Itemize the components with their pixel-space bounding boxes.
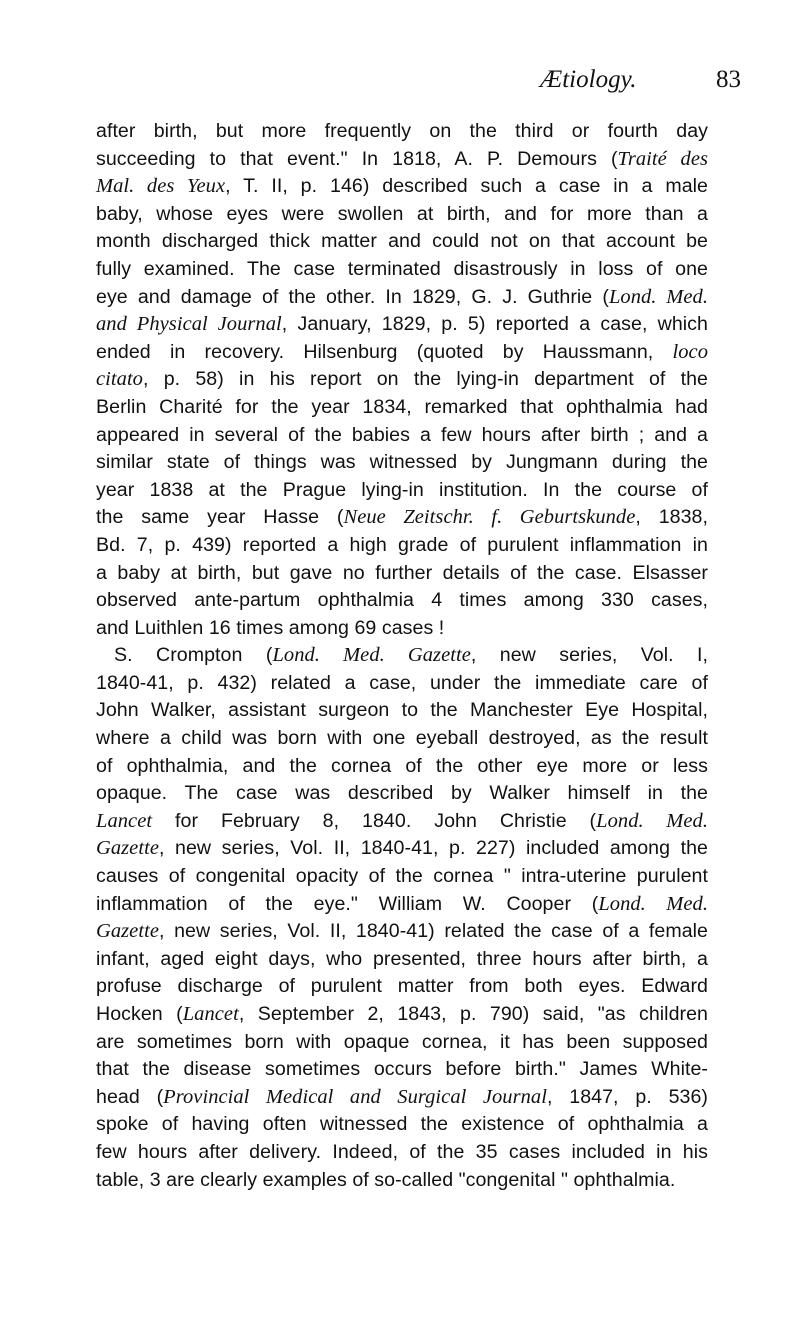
italic-citation: Traité des xyxy=(617,147,708,170)
text-line xyxy=(96,1001,708,1029)
text-line xyxy=(96,146,708,174)
text-run: fully examined. The case terminated disastrously in loss of one xyxy=(96,257,708,280)
text-line xyxy=(96,670,708,698)
text-line xyxy=(96,228,708,256)
italic-citation: Lancet xyxy=(182,1003,239,1025)
text-run: , September 2, 1843, p. 790) said, "as children xyxy=(238,1003,708,1025)
text-run: for February 8, 1840. John Christie ( xyxy=(152,809,597,832)
text-line xyxy=(96,697,708,725)
paragraph xyxy=(96,642,708,1194)
text-line xyxy=(96,753,708,781)
text-run: head ( xyxy=(96,1085,164,1108)
text-line xyxy=(96,615,708,643)
text-run: month discharged thick matter and could not on that account be xyxy=(96,230,708,253)
text-line xyxy=(96,504,708,532)
italic-citation: Lond. Med. Gazette xyxy=(272,644,471,667)
italic-citation: Gazette xyxy=(96,837,159,860)
text-line xyxy=(96,339,708,367)
text-run: a baby at birth, but gave no further details of the case. Elsasser xyxy=(96,561,708,584)
text-run: , new series, Vol. II, 1840-41) related the case of a female xyxy=(158,920,708,943)
text-line xyxy=(96,1029,708,1057)
text-run: John Walker, assistant surgeon to the Manchester Eye Hospital, xyxy=(96,699,708,722)
text-run: after birth, but more frequently on the third or fourth day xyxy=(96,120,708,142)
text-run: , T. II, p. 146) described such a case in a male xyxy=(225,175,709,198)
text-run: spoke of having often witnessed the existence of ophthalmia a xyxy=(96,1113,708,1136)
text-line xyxy=(96,725,708,753)
text-line xyxy=(96,366,708,394)
text-run: few hours after delivery. Indeed, of the 35 cases included in his xyxy=(96,1140,708,1163)
text-run: inflammation of the eye." William W. Cooper ( xyxy=(96,892,599,915)
text-run: eye and damage of the other. In 1829, G. J. Guthrie ( xyxy=(96,285,609,308)
text-line xyxy=(96,1111,708,1139)
text-line xyxy=(96,118,708,146)
page-header xyxy=(0,62,800,102)
running-title: Ætiology. xyxy=(540,66,637,93)
text-line xyxy=(96,201,708,229)
text-line xyxy=(96,1056,708,1084)
text-line xyxy=(96,449,708,477)
text-run: S. Crompton ( xyxy=(114,644,273,667)
italic-citation: Lond. Med. xyxy=(608,285,708,308)
text-run: profuse discharge of purulent matter from both eyes. Edward xyxy=(96,975,708,998)
text-run: of ophthalmia, and the cornea of the other eye more or less xyxy=(96,754,708,777)
text-run: , p. 58) in his report on the lying-in department of the xyxy=(143,368,708,391)
text-run: are sometimes born with opaque cornea, it has been supposed xyxy=(96,1030,708,1053)
text-run: Berlin Charité for the year 1834, remarked that ophthalmia had xyxy=(96,395,708,418)
text-line xyxy=(96,532,708,560)
text-line xyxy=(96,780,708,808)
text-run: year 1838 at the Prague lying-in institution. In the course of xyxy=(96,478,708,501)
paragraph xyxy=(96,118,708,642)
text-run: causes of congenital opacity of the cornea " intra-uterine purulent xyxy=(96,865,708,888)
text-line xyxy=(96,477,708,505)
italic-citation: Provincial Medical and Surgical Journal xyxy=(163,1085,547,1108)
text-line xyxy=(96,946,708,974)
text-run: opaque. The case was described by Walker himself in the xyxy=(96,782,708,805)
body-text xyxy=(96,118,708,1194)
italic-citation: Neue Zeitschr. f. Geburtskunde xyxy=(343,506,636,529)
text-line xyxy=(96,394,708,422)
text-run: infant, aged eight days, who presented, three hours after birth, a xyxy=(96,947,708,970)
text-run: succeeding to that event." In 1818, A. P. Demours ( xyxy=(96,147,618,170)
text-line xyxy=(96,918,708,946)
text-line xyxy=(96,173,708,201)
text-run: table, 3 are clearly examples of so-called "congenital " ophthalmia. xyxy=(96,1168,676,1191)
text-line xyxy=(96,1084,708,1112)
text-run: , 1847, p. 536) xyxy=(546,1085,708,1108)
text-run: where a child was born with one eyeball destroyed, as the result xyxy=(96,727,708,750)
text-run: and Luithlen 16 times among 69 cases ! xyxy=(96,616,445,639)
text-run: ended in recovery. Hilsenburg (quoted by Haussmann, xyxy=(96,340,673,363)
italic-citation: Gazette xyxy=(96,920,159,943)
italic-citation: Lancet xyxy=(96,809,153,832)
text-run: the same year Hasse ( xyxy=(96,506,344,529)
text-line xyxy=(96,311,708,339)
text-line xyxy=(96,642,708,670)
text-run: , new series, Vol. I, xyxy=(470,644,708,667)
text-run: , January, 1829, p. 5) reported a case, which xyxy=(281,313,708,336)
italic-citation: citato xyxy=(96,368,143,391)
text-line xyxy=(96,256,708,284)
text-run: 1840-41, p. 432) related a case, under the immediate care of xyxy=(96,671,708,694)
text-run: observed ante-partum ophthalmia 4 times among 330 cases, xyxy=(96,589,708,612)
italic-citation: loco xyxy=(672,340,708,363)
italic-citation: Mal. des Yeux xyxy=(96,175,226,198)
text-run: , 1838, xyxy=(635,506,708,529)
text-run: baby, whose eyes were swollen at birth, and for more than a xyxy=(96,202,708,225)
text-line xyxy=(96,808,708,836)
text-run: appeared in several of the babies a few hours after birth ; and a xyxy=(96,423,708,446)
text-line xyxy=(96,1139,708,1167)
text-run: Bd. 7, p. 439) reported a high grade of purulent inflammation in xyxy=(96,533,708,556)
text-run: similar state of things was witnessed by Jungmann during the xyxy=(96,451,708,474)
italic-citation: and Physical Journal xyxy=(96,313,282,336)
text-line xyxy=(96,560,708,588)
text-line xyxy=(96,863,708,891)
text-run: Hocken ( xyxy=(96,1003,183,1025)
text-line xyxy=(96,835,708,863)
italic-citation: Lond. Med. xyxy=(596,809,709,832)
text-line xyxy=(96,587,708,615)
text-run: , new series, Vol. II, 1840-41, p. 227) included among the xyxy=(158,837,708,860)
page-number: 83 xyxy=(716,66,741,93)
text-line xyxy=(96,284,708,312)
text-line xyxy=(96,422,708,450)
text-line xyxy=(96,973,708,1001)
italic-citation: Lond. Med. xyxy=(598,892,709,915)
text-line xyxy=(96,891,708,919)
text-run: that the disease sometimes occurs before birth." James White- xyxy=(96,1058,708,1081)
text-line xyxy=(96,1167,708,1195)
